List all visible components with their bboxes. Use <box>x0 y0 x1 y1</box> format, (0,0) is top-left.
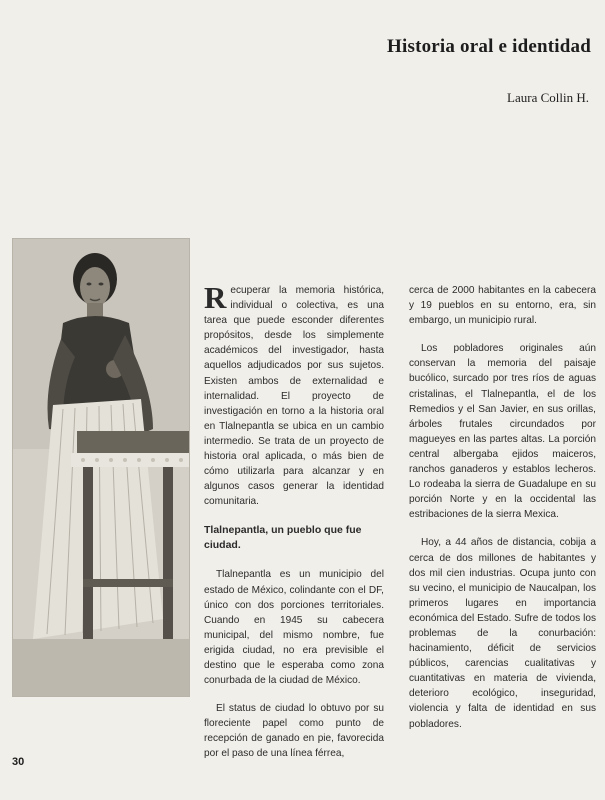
historical-photo <box>12 238 190 697</box>
paragraph: cerca de 2000 habitantes en la cabecera y 19 pueblos en su entorno, era, sin embargo, un municipio rural. <box>409 285 596 327</box>
text-column-1 <box>204 280 384 775</box>
article-title: Historia oral e identidad <box>387 36 591 57</box>
paragraph: Tlalnepantla es un municipio del estado de México, colindante con el DF, único con dos porciones territoriales. Cuando en 1945 su cabecera municipal, del mismo nombre, fue erigida ciudad, no era previsible el destino que le esperaba como zona conurbada de la ciudad de México. <box>204 569 384 687</box>
section-heading: Tlalnepantla, un pueblo que fue ciudad. <box>204 524 362 552</box>
paragraph-intro <box>204 280 384 509</box>
page-number: 30 <box>12 756 25 768</box>
article-author: Laura Collin H. <box>507 90 589 105</box>
paragraph: Los pobladores originales aún conservan la memoria del paisaje bucólico, surcado por tres ríos de aguas cristalinas, el Tlalnepantla, el de los Remedios y el San Javier, en sus orillas, árboles frutales circundados por magueyes en las partes altas. La porción central albergaba ejidos maiceros, ranchos ganaderos y establos lecheros. Lo rodeaba la sierra de Guadalupe en su porción Norte y en la occidental las estribaciones de la sierra Mexica. <box>409 343 596 521</box>
drop-cap: R <box>204 280 227 315</box>
paragraph-intro-text: ecuperar la memoria histórica, individual o colectiva, es una tarea que puede esconder diferentes propósitos, desde los simplemente académicos del investigador, hasta aquellos adjudicados por sus sujetos. Existen ambos de externalidad e internalidad. El proyecto de investigación en torno a la historia oral en Tlalnepantla se ubica en un cambio intermedio. Se trata de un proyecto de historia oral aplicada, o más bien de cómo utilizarla para alcanzar y en algunos casos generar la identidad comunitaria. <box>204 285 384 508</box>
paragraph: El status de ciudad lo obtuvo por su floreciente papel como punto de recepción de ganado en pie, favorecida por el paso de una línea férrea, <box>204 703 384 760</box>
text-column-2 <box>409 283 596 745</box>
paragraph: Hoy, a 44 años de distancia, cobija a cerca de dos millones de habitantes y dos mil cien industrias. Ocupa junto con su vecino, el municipio de Naucalpan, los primeros lugares en importancia económica del Estado. Sufre de todos los problemas de la conurbación: hacinamiento, déficit de servicios públicos, carencias cualitativas y cuantitativas en materia de vivienda, deterioro ecológico, inseguridad, violencia y falta de identidad en sus pobladores. <box>409 537 596 730</box>
